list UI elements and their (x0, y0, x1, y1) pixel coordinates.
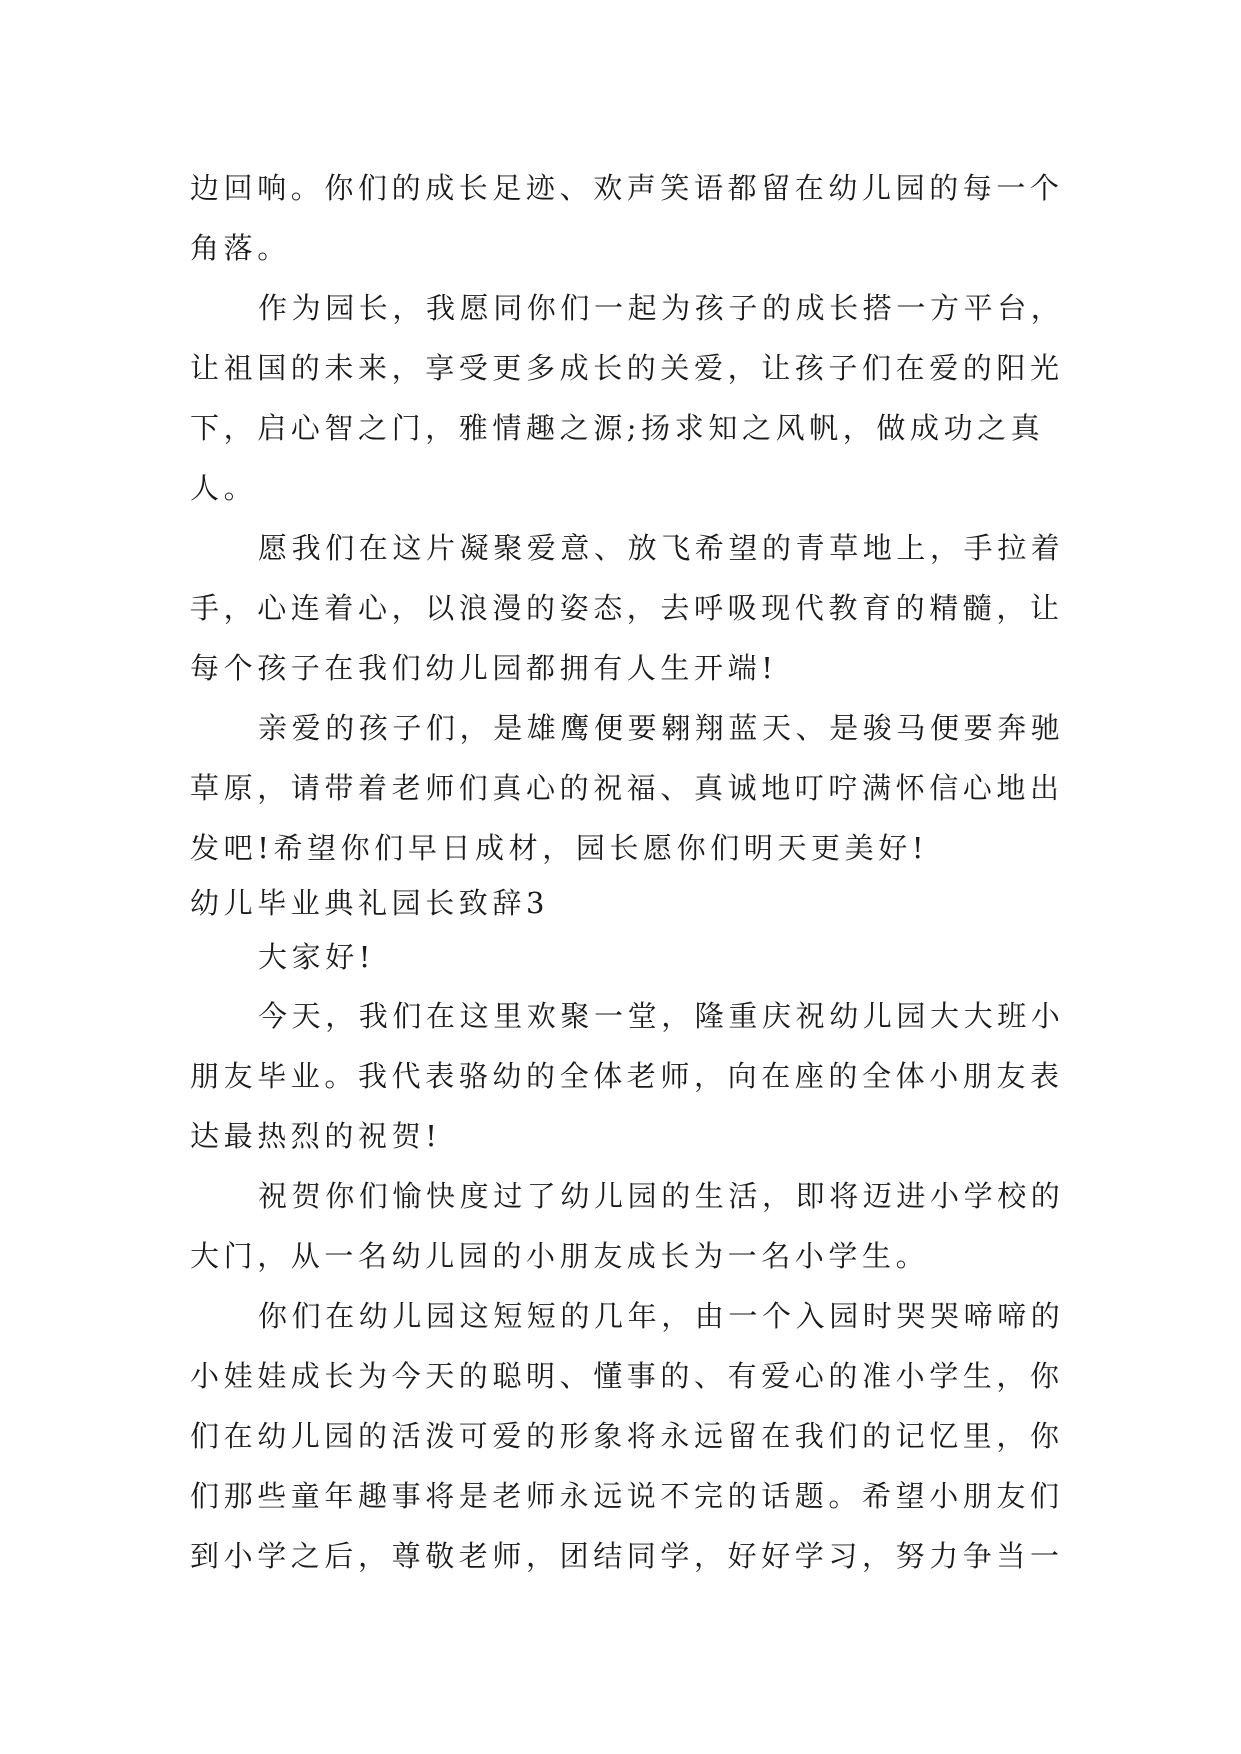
text-line: 发吧!希望你们早日成材，园长愿你们明天更美好! (190, 831, 929, 865)
text-line: 朋友毕业。我代表骆幼的全体老师，向在座的全体小朋友表 (190, 1059, 1064, 1093)
text-line: 亲爱的孩子们，是雄鹰便要翱翔蓝天、是骏马便要奔驰 (258, 711, 1065, 745)
text-line: 们在幼儿园的活泼可爱的形象将永远留在我们的记忆里，你 (190, 1419, 1064, 1453)
text-line: 每个孩子在我们幼儿园都拥有人生开端! (190, 651, 778, 685)
paragraph-3 (190, 518, 1065, 698)
text-line: 达最热烈的祝贺! (190, 1119, 442, 1153)
text-line: 大门，从一名幼儿园的小朋友成长为一名小学生。 (190, 1239, 930, 1273)
text-line: 草原，请带着老师们真心的祝福、真诚地叮咛满怀信心地出 (190, 771, 1064, 805)
text-line: 祝贺你们愉快度过了幼儿园的生活，即将迈进小学校的 (258, 1179, 1065, 1213)
paragraph-5 (190, 986, 1065, 1166)
paragraph-4 (190, 698, 1065, 878)
text-line: 下，启心智之门，雅情趣之源;扬求知之风帆，做成功之真 (190, 411, 1045, 445)
text-line: 让祖国的未来，享受更多成长的关爱，让孩子们在爱的阳光 (190, 351, 1064, 385)
text-line: 手，心连着心，以浪漫的姿态，去呼吸现代教育的精髓，让 (190, 591, 1064, 625)
paragraph-6 (190, 1166, 1065, 1286)
paragraph-1 (190, 158, 1064, 278)
text-line: 作为园长，我愿同你们一起为孩子的成长搭一方平台， (258, 291, 1065, 325)
text-line: 你们在幼儿园这短短的几年，由一个入园时哭哭啼啼的 (258, 1299, 1065, 1333)
paragraph-7 (190, 1286, 1065, 1586)
text-line: 边回响。你们的成长足迹、欢声笑语都留在幼儿园的每一个 (190, 171, 1064, 205)
text-line: 们那些童年趣事将是老师永远说不完的话题。希望小朋友们 (190, 1479, 1064, 1513)
text-line: 愿我们在这片凝聚爱意、放飞希望的青草地上，手拉着 (258, 531, 1065, 565)
text-line: 角落。 (190, 231, 291, 265)
section-heading: 幼儿毕业典礼园长致辞3 (190, 886, 550, 920)
paragraph-2 (190, 278, 1065, 518)
text-line: 今天，我们在这里欢聚一堂，隆重庆祝幼儿园大大班小 (258, 999, 1065, 1033)
text-line: 小娃娃成长为今天的聪明、懂事的、有爱心的准小学生，你 (190, 1359, 1064, 1393)
document-page (190, 158, 1065, 1586)
greeting: 大家好! (258, 940, 376, 974)
text-line: 人。 (190, 471, 258, 505)
text-line: 到小学之后，尊敬老师，团结同学，好好学习，努力争当一 (190, 1539, 1064, 1573)
